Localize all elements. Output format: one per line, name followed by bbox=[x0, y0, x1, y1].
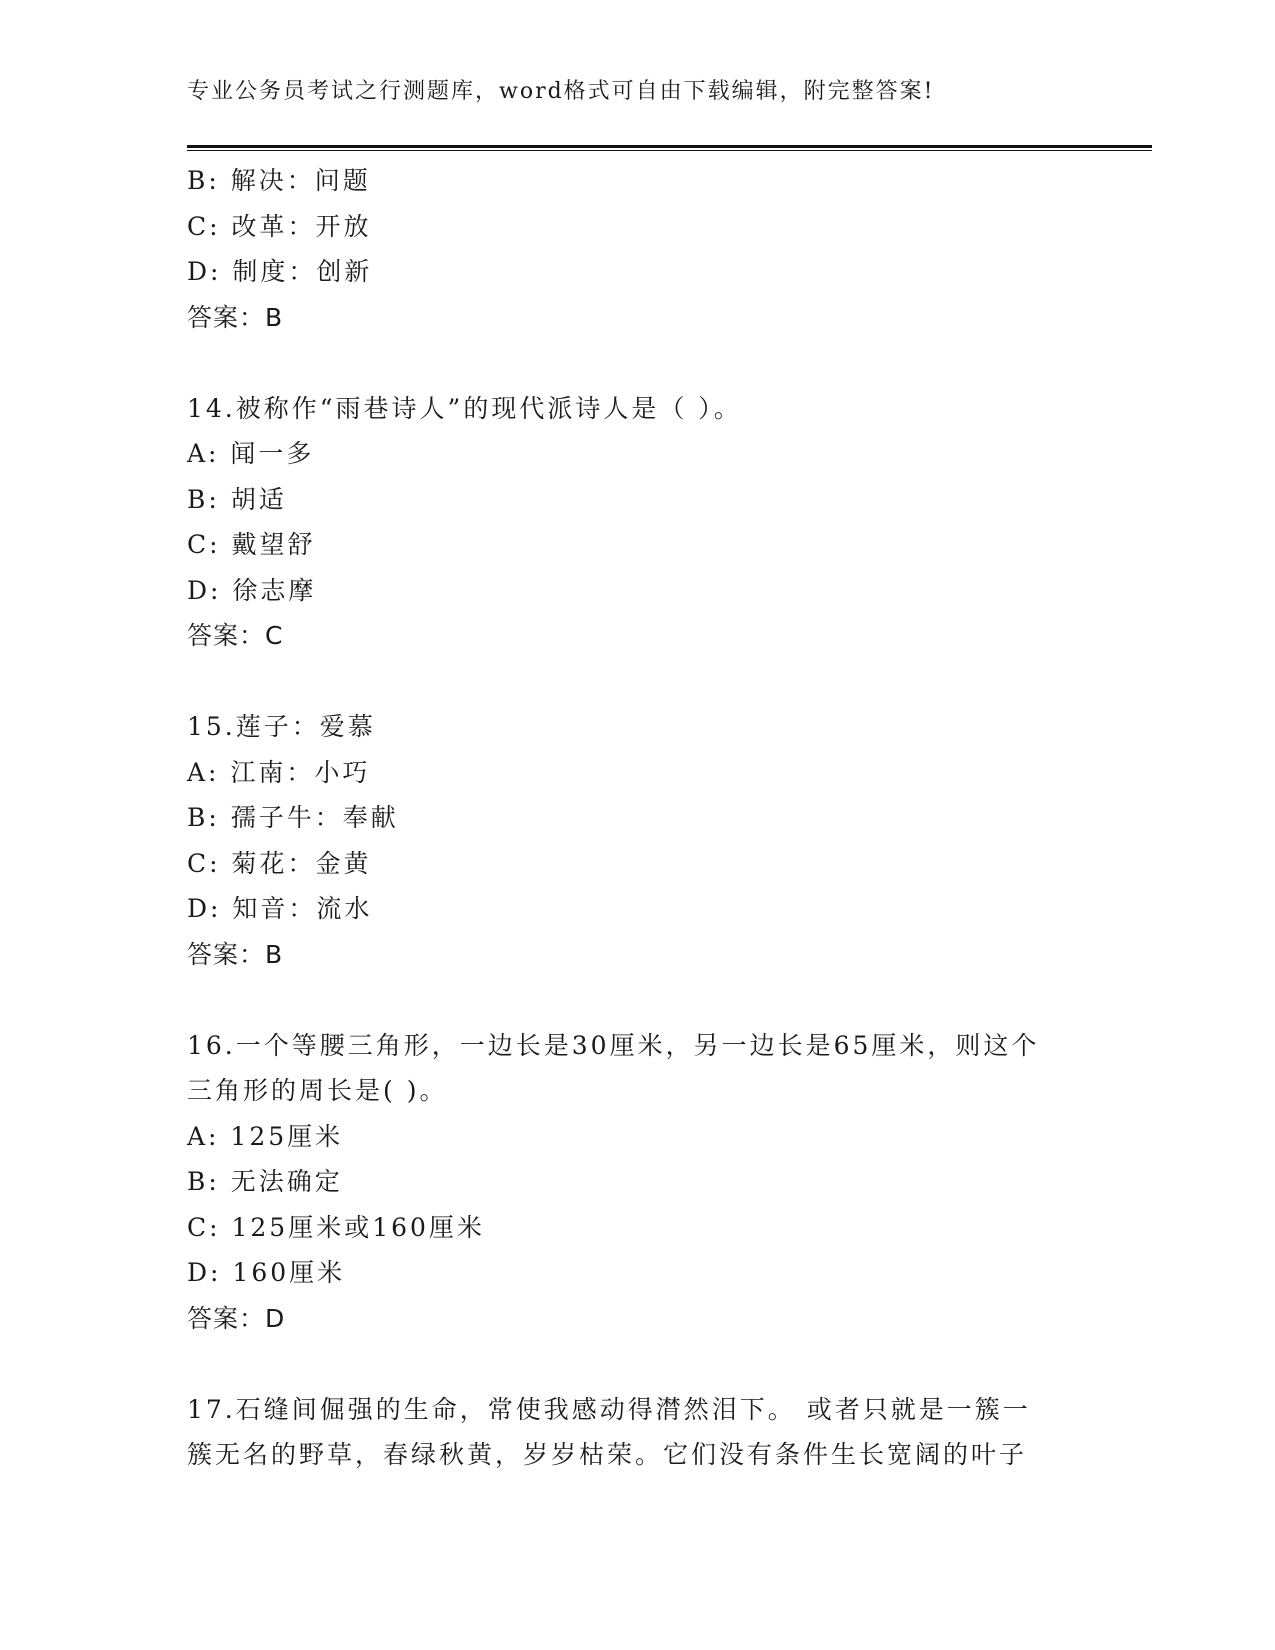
question-15 bbox=[187, 704, 1107, 977]
question-stem-line-2: 三角形的周长是( )。 bbox=[187, 1076, 448, 1105]
spacer bbox=[187, 340, 1107, 386]
option-d: D: 160厘米 bbox=[187, 1258, 346, 1287]
answer-line: 答案：B bbox=[187, 939, 284, 969]
option-d: D: 知音：流水 bbox=[187, 894, 373, 923]
question-stem: 15.莲子：爱慕 bbox=[187, 712, 376, 741]
header-rule-thin bbox=[187, 150, 1152, 151]
option-a: A: 125厘米 bbox=[187, 1121, 344, 1151]
question-17 bbox=[187, 1387, 1107, 1478]
page-header: 专业公务员考试之行测题库，word格式可自由下载编辑，附完整答案! bbox=[187, 79, 935, 104]
question-stem-line-1: 17.石缝间倔强的生命，常使我感动得潸然泪下。 或者只就是一簇一 bbox=[187, 1394, 1031, 1424]
question-16 bbox=[187, 1023, 1107, 1342]
question-stem: 14.被称作“雨巷诗人”的现代派诗人是（ ）。 bbox=[187, 393, 742, 423]
option-d: D: 制度：创新 bbox=[187, 257, 373, 286]
question-stem-line-1: 16.一个等腰三角形，一边长是30厘米，另一边长是65厘米，则这个 bbox=[187, 1030, 1040, 1060]
option-c: C: 改革：开放 bbox=[187, 211, 372, 241]
question-13-continued bbox=[187, 158, 1107, 340]
question-list bbox=[187, 158, 1107, 1478]
option-a: A: 江南：小巧 bbox=[187, 757, 371, 787]
option-b: B: 无法确定 bbox=[187, 1167, 343, 1196]
spacer bbox=[187, 1341, 1107, 1387]
option-b: B: 胡适 bbox=[187, 484, 287, 514]
answer-line: 答案：D bbox=[187, 1303, 286, 1333]
answer-line: 答案：B bbox=[187, 302, 284, 332]
header-rule-thick bbox=[187, 145, 1152, 148]
spacer bbox=[187, 977, 1107, 1023]
option-c: C: 戴望舒 bbox=[187, 530, 316, 559]
option-b: B: 解决：问题 bbox=[187, 166, 371, 195]
option-c: C: 菊花：金黄 bbox=[187, 848, 372, 878]
answer-line: 答案：C bbox=[187, 621, 284, 650]
option-b: B: 孺子牛：奉献 bbox=[187, 803, 399, 832]
spacer bbox=[187, 659, 1107, 705]
question-stem-line-2: 簇无名的野草，春绿秋黄，岁岁枯荣。它们没有条件生长宽阔的叶子 bbox=[187, 1440, 1028, 1469]
option-a: A: 闻一多 bbox=[187, 439, 315, 468]
option-c: C: 125厘米或160厘米 bbox=[187, 1212, 485, 1242]
option-d: D: 徐志摩 bbox=[187, 575, 317, 605]
question-14 bbox=[187, 386, 1107, 659]
